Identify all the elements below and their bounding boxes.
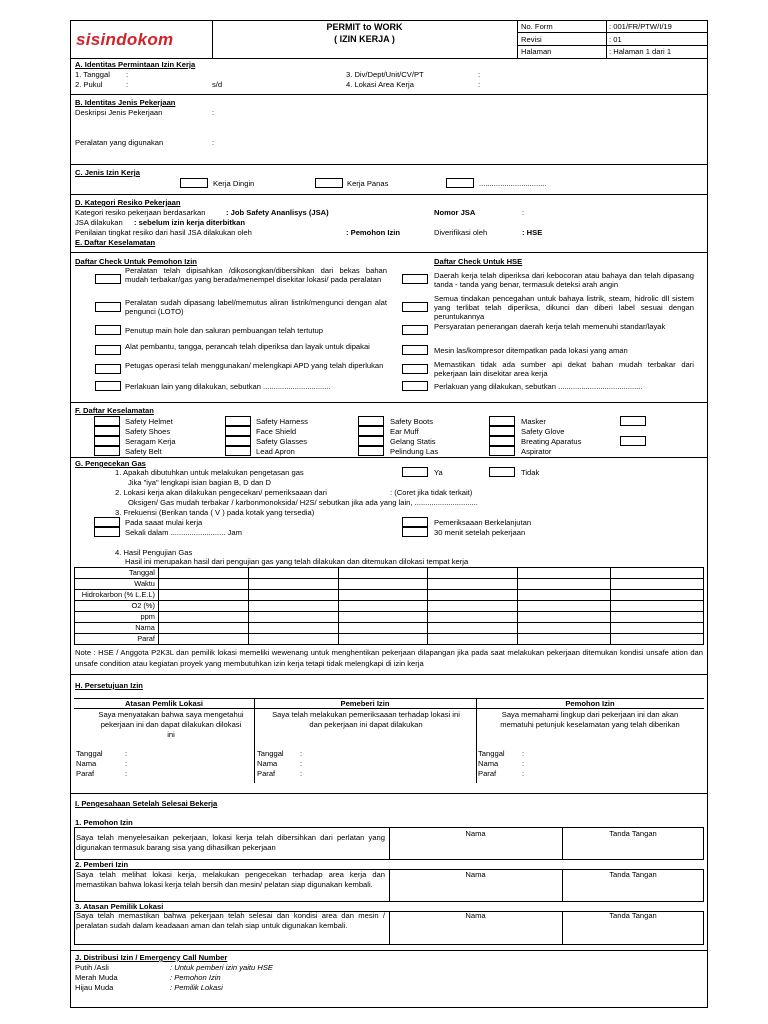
value-kategori: : Job Safety Ananlisys (JSA) [226, 208, 329, 217]
label-lokasi: 4. Lokasi Area Kerja [346, 80, 414, 89]
distribusi-value-merah: : Pemohon Izin [170, 973, 221, 982]
colon: : [300, 759, 303, 768]
sign-part-2-head: 2. Pemberi Izin [75, 860, 129, 869]
sign-part-1-ttd: Tanda Tangan [609, 829, 657, 838]
gas-row-label: ppm [75, 612, 159, 623]
checklist-hse-item-1: Daerah kerja telah diperiksa dari kebocoran atau bahaya dan telah dipasang tanda - tanda yang benar, termasuk deteksi arah angin [434, 271, 694, 289]
section-j-title: J. Distribusi Izin / Emergency Call Number [75, 953, 228, 962]
checklist-pemohon-title: Daftar Check Untuk Pemohon Izin [75, 257, 197, 266]
label-penilaian: Penilaian tingkat resiko dari hasil JSA dilakukan oleh [75, 228, 252, 237]
checkbox-gelang-statis[interactable] [358, 436, 384, 446]
label-safety-helmet: Safety Helmet [125, 417, 173, 426]
distribusi-value-hijau: : Pemilik Lokasi [170, 983, 223, 992]
checkbox-hse-1[interactable] [402, 274, 428, 284]
label-safety-glove: Safety Glove [521, 427, 565, 436]
checkbox-masker[interactable] [620, 416, 646, 426]
distribusi-value-putih: : Untuk pemberi izin yaitu HSE [170, 963, 273, 972]
value-pemohon: : Pemohon Izin [346, 228, 400, 237]
approval-tanggal-label: Tanggal [76, 749, 103, 758]
label-pukul: 2. Pukul [75, 80, 103, 89]
checklist-pemohon-item-6: Perlakuan lain yang dilakukan, sebutkan ................................ [125, 382, 331, 391]
section-i-title: I. Pengesahaan Setelah Selesai Bekerja [75, 799, 218, 808]
label-deskripsi: Deskripsi Jenis Pekerjaan [75, 108, 163, 117]
checkbox-safety-glasses[interactable] [225, 436, 251, 446]
meta-value-revisi: : 01 [609, 35, 622, 44]
checkbox-kerja-dingin[interactable] [180, 178, 208, 188]
checklist-pemohon-item-2: Peralatan sudah dipasang label/memutus aliran listrik/mengunci dengan alat pengunci (LOTO) [125, 298, 387, 316]
label-safety-harness: Safety Harness [256, 417, 308, 426]
approval-head-pemberi: Pemeberi Izin [340, 699, 390, 708]
sign-part-2-ttd: Tanda Tangan [609, 870, 657, 879]
label-safety-glasses: Safety Glasses [256, 437, 308, 446]
checkbox-masker-left[interactable] [489, 416, 515, 426]
table-row [75, 568, 704, 579]
sign-part-3-text: Saya telah memastikan bahwa pekerjaan telah selesai dan kondisi area dan mesin / peralatan sudah dalam keadaaan aman dan telah siap untuk digunakan kembali. [76, 911, 385, 930]
checklist-hse-title: Daftar Check Untuk HSE [434, 257, 523, 266]
label-mulai-kerja: Pada saaat mulai kerja [125, 518, 203, 527]
approval-nama-label: Nama [257, 759, 278, 768]
checkbox-pemohon-5[interactable] [95, 364, 121, 374]
section-g-title: G. Pengecekan Gas [75, 459, 146, 468]
checkbox-aspirator-left[interactable] [489, 446, 515, 456]
label-gelang-statis: Gelang Statis [390, 437, 436, 446]
colon: : [478, 70, 481, 79]
label-seragam-kerja: Seragam Kerja [125, 437, 176, 446]
label-sd: s/d [212, 80, 223, 89]
checkbox-hse-5[interactable] [402, 364, 428, 374]
checklist-pemohon-item-1: Peralatan telah dipisahkan /dikosongkan/dibersihkan dari bekas bahan mudah terbakar/gas yang berada/menempel disekitar lokasi/ pada peralatan [125, 266, 387, 284]
checklist-hse-item-4: Mesin las/kompresor ditempatkan pada lokasi yang aman [434, 346, 628, 355]
gas-row-label: Hidrokarbon (% L.E.L) [75, 590, 159, 601]
label-face-shield: Face Shield [256, 427, 297, 436]
label-kerja-dingin: Kerja Dingin [213, 179, 255, 188]
checkbox-safety-helmet[interactable] [94, 416, 120, 426]
label-aspirator: Aspirator [521, 447, 552, 456]
value-jsa: : sebelum izin kerja diterbitkan [134, 218, 245, 227]
distribusi-label-merah: Merah Muda [75, 973, 118, 982]
meta-label-noform: No. Form [521, 22, 553, 31]
form-subtitle: ( IZIN KERJA ) [334, 34, 395, 44]
sign-part-3-head: 3. Atasan Pemilik Lokasi [75, 902, 164, 911]
gas-question-3: 3. Frekuensi (Berikan tanda ( V ) pada kotak yang tersedia) [115, 508, 315, 517]
gas-note: Note : HSE / Anggota P2K3L dan pemilik lokasi memeliki wewenang untuk menghentikan pekerjaan dilapangan jika pada saat melakukan pekerjaan ditemukan kondisi unsafe ation dan unsafe condition atau kegiatan proyek yang membutuhkan izin kerja tetapi tidak melengkapi di izin kerja [75, 648, 703, 668]
label-jsa: JSA dilakukan [75, 218, 123, 227]
gas-row-label: Paraf [75, 634, 159, 645]
approval-head-atasan: Atasan Pemlik Lokasi [124, 699, 204, 708]
checkbox-safety-glove-left[interactable] [489, 426, 515, 436]
gas-question-2-note: : (Coret jika tidak terkait) [390, 488, 473, 497]
label-lead-apron: Lead Apron [256, 447, 295, 456]
checkbox-mulai-kerja[interactable] [94, 517, 120, 527]
label-30-menit: 30 menit setelah pekerjaan [434, 528, 526, 537]
checklist-pemohon-item-4: Alat pembantu, tangga, perancah telah diperiksa dan layak untuk dipakai [125, 342, 370, 351]
colon: : [300, 749, 303, 758]
checkbox-safety-belt[interactable] [94, 446, 120, 456]
approval-text-pemberi: Saya telah melakukan pemeriksaaan terhadap lokasi ini dan pekerjaan ini dapat dilakukan [272, 710, 460, 729]
sign-part-1-head: 1. Pemohon Izin [75, 818, 133, 827]
sign-part-2-nama: Nama [465, 870, 486, 879]
checkbox-safety-boots[interactable] [358, 416, 384, 426]
table-row [75, 579, 704, 590]
colon: : [126, 80, 129, 89]
meta-value-noform: : 001/FR/PTW/I/19 [609, 22, 672, 31]
checklist-hse-item-2: Semua tindakan pencegahan untuk bahaya listrik, steam, hidrolic dll sistem yang terlibat telah diperiksa, dikunci dan diberi label sesuai dengan peruntukannya [434, 294, 694, 321]
colon: : [212, 138, 215, 147]
approval-nama-label: Nama [478, 759, 499, 768]
gas-test-table [74, 567, 704, 645]
label-safety-boots: Safety Boots [390, 417, 434, 426]
gas-question-2-line2: Oksigen/ Gas mudah terbakar / karbonmonoksida/ H2S/ sebutkan jika ada yang lain, .............................. [128, 498, 478, 507]
label-nomor-jsa: Nomor JSA [434, 208, 476, 217]
section-d-title: D. Kategori Resiko Pekerjaan [75, 198, 181, 207]
section-a-title: A. Identitas Permintaan Izin Kerja [75, 60, 196, 69]
colon: : [522, 769, 525, 778]
approval-tanggal-label: Tanggal [257, 749, 284, 758]
meta-label-revisi: Revisi [521, 35, 542, 44]
distribusi-label-putih: Putih /Asli [75, 963, 109, 972]
sign-part-2-text: Saya telah melihat lokasi kerja, melakukan pengecekan terhadap area kerja dan memastikan bahwa lokasi kerja telah bersih dan mesin/ pelatan siap digunakan kembali. [76, 870, 385, 889]
checklist-pemohon-item-5: Petugas operasi telah menggunakan/ melengkapi APD yang telah diperlukan [125, 361, 384, 370]
label-tidak: Tidak [521, 468, 540, 477]
label-div: 3. Div/Dept/Unit/CV/PT [346, 70, 424, 79]
table-row [75, 634, 704, 645]
table-row [75, 590, 704, 601]
colon: : [125, 749, 128, 758]
table-row [75, 623, 704, 634]
label-ear-muff: Ear Muff [390, 427, 419, 436]
meta-label-halaman: Halaman [521, 47, 552, 56]
label-breating-aparatus: Breating Aparatus [521, 437, 582, 446]
section-f-title: F. Daftar Keselamatan [75, 406, 154, 415]
table-row [75, 612, 704, 623]
label-kategori: Kategori resiko pekerjaan berdasarkan [75, 208, 206, 217]
sign-part-3-nama: Nama [465, 911, 486, 920]
checkbox-safety-shoes[interactable] [94, 426, 120, 436]
checkbox-sekali-dalam[interactable] [94, 527, 120, 537]
sign-part-1-text: Saya telah menyelesaikan pekerjaan, lokasi kerja telah dibersihkan dari perlatan yang digunakan termasuk barang sisa yang dihasilkan pekerjaan [76, 833, 385, 852]
company-logo [76, 30, 173, 50]
gas-question-4-note: Hasil ini merupakan hasil dari pengujian gas yang telah dilakukan dan ditemukan dilokasi tempat kerja [125, 557, 469, 566]
section-b-title: B. Identitas Jenis Pekerjaan [75, 98, 176, 107]
checkbox-ya[interactable] [402, 467, 428, 477]
distribusi-label-hijau: Hijau Muda [75, 983, 114, 992]
colon: : [522, 759, 525, 768]
gas-row-label: Nama [75, 623, 159, 634]
meta-value-halaman: : Halaman 1 dari 1 [609, 47, 672, 56]
colon: : [125, 759, 128, 768]
checklist-hse-item-6: Perlakuan yang dilakukan, sebutkan ........................................ [434, 382, 643, 391]
checkbox-hse-3[interactable] [402, 325, 428, 335]
approval-nama-label: Nama [76, 759, 97, 768]
colon: : [300, 769, 303, 778]
label-diverifikasi: Diverifikasi oleh [434, 228, 488, 237]
label-ya: Ya [434, 468, 443, 477]
colon: : [522, 208, 525, 217]
checkbox-hse-2[interactable] [402, 302, 428, 312]
checkbox-tidak[interactable] [489, 467, 515, 477]
section-c-title: C. Jenis Izin Kerja [75, 168, 140, 177]
gas-question-2: 2. Lokasi kerja akan dilakukan pengecekan/ pemeriksaaan dari [115, 488, 327, 497]
colon: : [126, 70, 129, 79]
label-berkelanjutan: Pemeriksaaan Berkelanjutan [434, 518, 532, 527]
checkbox-breating-left[interactable] [489, 436, 515, 446]
value-hse: : HSE [522, 228, 543, 237]
gas-question-1: 1. Apakah dibutuhkan untuk melakukan pengetasan gas [115, 468, 304, 477]
gas-row-label: Tanggal [75, 568, 159, 579]
checkbox-berkelanjutan[interactable] [402, 517, 428, 527]
section-e-title: E. Daftar Keselamatan [75, 238, 156, 247]
gas-question-1-note: Jika "iya" lengkapi isian bagian B, D dan D [128, 478, 272, 487]
checklist-pemohon-item-3: Penutup main hole dan saluran pembuangan telah tertutup [125, 326, 324, 335]
colon: : [125, 769, 128, 778]
approval-head-pemohon: Pemohon Izin [565, 699, 615, 708]
gas-row-label: O2 (%) [75, 601, 159, 612]
colon: : [522, 749, 525, 758]
form-title: PERMIT to WORK [326, 22, 403, 32]
checkbox-lead-apron[interactable] [225, 446, 251, 456]
approval-paraf-label: Paraf [257, 769, 276, 778]
label-pelindung-las: Pelindung Las [390, 447, 439, 456]
label-kerja-panas: Kerja Panas [347, 179, 389, 188]
section-h-title: H. Persetujuan Izin [75, 681, 143, 690]
label-peralatan: Peralatan yang digunakan [75, 138, 164, 147]
checkbox-pelindung-las[interactable] [358, 446, 384, 456]
gas-row-label: Waktu [75, 579, 159, 590]
sign-part-1-nama: Nama [465, 829, 486, 838]
label-safety-belt: Safety Belt [125, 447, 162, 456]
checkbox-face-shield[interactable] [225, 426, 251, 436]
colon: : [478, 80, 481, 89]
checkbox-pemohon-4[interactable] [95, 345, 121, 355]
checkbox-pemohon-6[interactable] [95, 381, 121, 391]
sign-part-3-ttd: Tanda Tangan [609, 911, 657, 920]
checkbox-hse-4[interactable] [402, 345, 428, 355]
approval-paraf-label: Paraf [76, 769, 95, 778]
label-kerja-lain: ................................ [479, 179, 547, 188]
checkbox-pemohon-1[interactable] [95, 274, 121, 284]
approval-paraf-label: Paraf [478, 769, 497, 778]
label-masker: Masker [521, 417, 546, 426]
gas-question-4: 4. Hasil Pengujian Gas [115, 548, 193, 557]
checkbox-seragam-kerja[interactable] [94, 436, 120, 446]
logo-text: sisindokom [76, 30, 174, 49]
checklist-hse-item-3: Persyaratan penerangan daerah kerja telah memenuhi standar/layak [434, 322, 666, 331]
checkbox-ear-muff[interactable] [358, 426, 384, 436]
checkbox-pemohon-2[interactable] [95, 302, 121, 312]
approval-text-pemohon: Saya memahami lingkup dari pekerjaan ini dan akan mematuhi petunjuk keselamatan yang telah diberikan [500, 710, 680, 729]
label-safety-shoes: Safety Shoes [125, 427, 171, 436]
checklist-hse-item-5: Memastikan tidak ada sumber api dekat bahan mudah terbakar dari pekerjaan lain disekitar area kerja [434, 360, 694, 378]
approval-text-atasan: Saya menyatakan bahwa saya mengetahui pekerjaan ini dan dapat dilakukan dilokasi ini [98, 710, 244, 739]
checkbox-30-menit[interactable] [402, 527, 428, 537]
label-sekali-dalam: Sekali dalam .......................... Jam [125, 528, 242, 537]
table-row [75, 601, 704, 612]
checkbox-kerja-lain[interactable] [446, 178, 474, 188]
checkbox-pemohon-3[interactable] [95, 325, 121, 335]
approval-tanggal-label: Tanggal [478, 749, 505, 758]
colon: : [212, 108, 215, 117]
label-tanggal: 1. Tanggal [75, 70, 110, 79]
checkbox-breating-aparatus[interactable] [620, 436, 646, 446]
checkbox-hse-6[interactable] [402, 381, 428, 391]
checkbox-kerja-panas[interactable] [315, 178, 343, 188]
checkbox-safety-harness[interactable] [225, 416, 251, 426]
